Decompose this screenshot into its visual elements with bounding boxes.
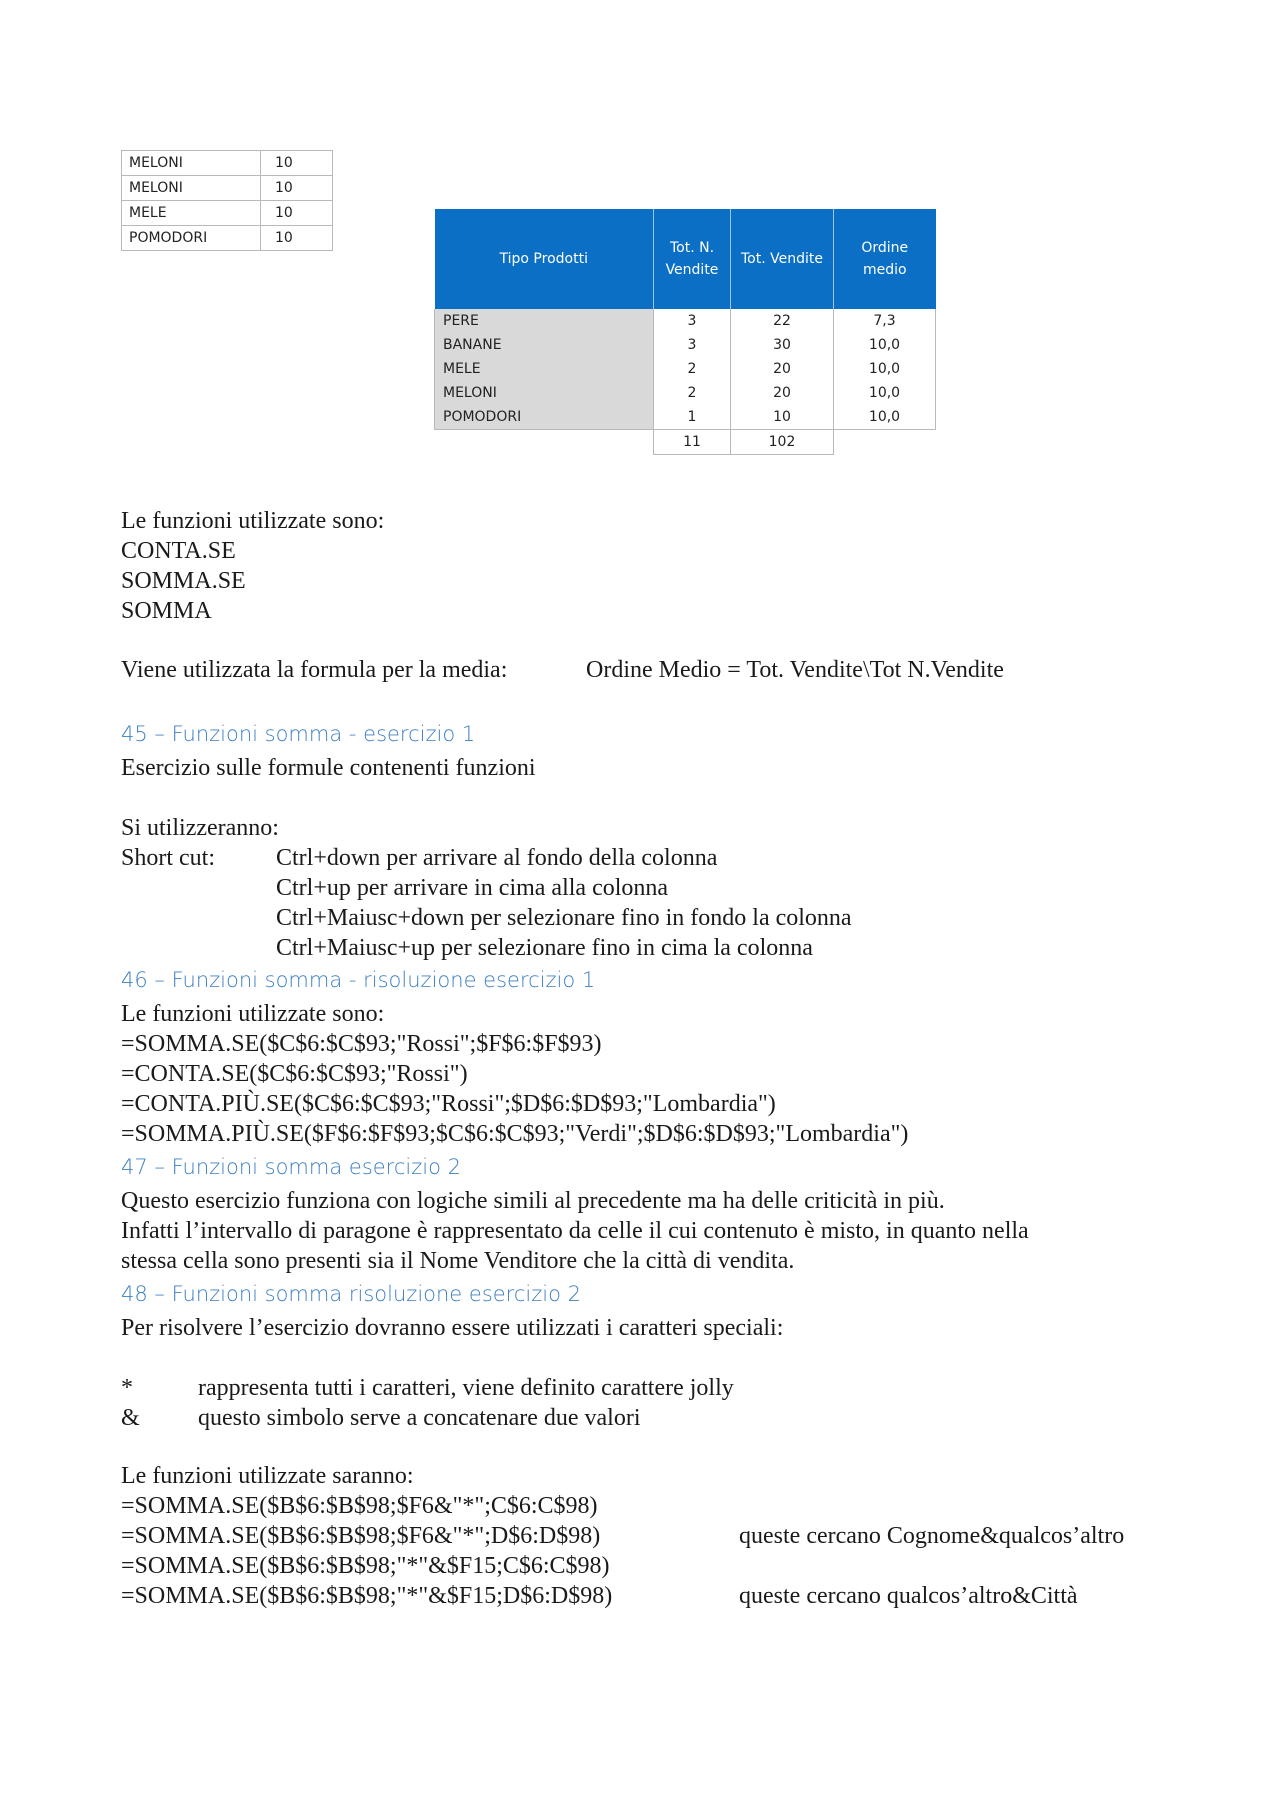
function-conta-se: CONTA.SE bbox=[121, 538, 236, 564]
formula-line: =CONTA.SE($C$6:$C$93;"Rossi") bbox=[121, 1061, 468, 1087]
table-cell: 30 bbox=[731, 333, 834, 357]
symbol-asterisk-desc: rappresenta tutti i caratteri, viene definito carattere jolly bbox=[198, 1375, 734, 1401]
formula-note: queste cercano Cognome&qualcos’altro bbox=[739, 1523, 1125, 1549]
table-cell: 1 bbox=[654, 405, 731, 430]
totals-row bbox=[435, 430, 936, 455]
table-cell: 22 bbox=[731, 309, 834, 333]
function-somma-se: SOMMA.SE bbox=[121, 568, 246, 594]
table-row bbox=[122, 201, 333, 226]
table-cell: PERE bbox=[435, 309, 654, 333]
formula-line: =CONTA.PIÙ.SE($C$6:$C$93;"Rossi";$D$6:$D$93;"Lombardia") bbox=[121, 1091, 776, 1117]
header-tot-n-vendite: Tot. N. Vendite bbox=[654, 209, 731, 309]
table-cell: 2 bbox=[654, 381, 731, 405]
section-heading-45: 45 – Funzioni somma - esercizio 1 bbox=[121, 722, 476, 746]
empty-cell bbox=[834, 430, 936, 455]
section-heading-46: 46 – Funzioni somma - risoluzione esercizio 1 bbox=[121, 968, 596, 992]
header-tipo-prodotti: Tipo Prodotti bbox=[435, 209, 654, 309]
total-vendite: 102 bbox=[731, 430, 834, 455]
table-row bbox=[122, 176, 333, 201]
table-cell: 10,0 bbox=[834, 381, 936, 405]
table-header-row bbox=[435, 209, 936, 309]
symbol-ampersand-desc: questo simbolo serve a concatenare due valori bbox=[198, 1405, 641, 1431]
header-ordine-medio: Ordine medio bbox=[834, 209, 936, 309]
table-cell: 10,0 bbox=[834, 405, 936, 430]
table-cell: MELONI bbox=[122, 151, 261, 176]
section-48-intro: Per risolvere l’esercizio dovranno essere utilizzati i caratteri speciali: bbox=[121, 1315, 784, 1341]
short-cut-label: Short cut: bbox=[121, 845, 215, 871]
mini-data-table bbox=[121, 150, 333, 251]
table-row bbox=[435, 309, 936, 333]
table-cell: 10 bbox=[261, 226, 333, 251]
formula-line: =SOMMA.SE($B$6:$B$98;$F6&"*";C$6:C$98) bbox=[121, 1493, 598, 1519]
paragraph-line: Infatti l’intervallo di paragone è rappresentato da celle il cui contenuto è misto, in quanto nella bbox=[121, 1218, 1029, 1244]
funzioni-intro: Le funzioni utilizzate sono: bbox=[121, 508, 385, 534]
function-somma: SOMMA bbox=[121, 598, 212, 624]
formula-line: =SOMMA.SE($B$6:$B$98;"*"&$F15;D$6:D$98) bbox=[121, 1583, 613, 1609]
shortcut-2: Ctrl+up per arrivare in cima alla colonna bbox=[276, 875, 669, 901]
table-row bbox=[435, 333, 936, 357]
table-cell: POMODORI bbox=[435, 405, 654, 430]
paragraph-line: stessa cella sono presenti sia il Nome Venditore che la città di vendita. bbox=[121, 1248, 795, 1274]
media-formula: Ordine Medio = Tot. Vendite\Tot N.Vendite bbox=[586, 657, 1004, 683]
symbol-ampersand: & bbox=[121, 1405, 140, 1431]
section-45-text: Esercizio sulle formule contenenti funzioni bbox=[121, 755, 536, 781]
section-heading-47: 47 – Funzioni somma esercizio 2 bbox=[121, 1155, 461, 1179]
table-cell: 2 bbox=[654, 357, 731, 381]
formula-line: =SOMMA.SE($B$6:$B$98;$F6&"*";D$6:D$98) bbox=[121, 1523, 601, 1549]
table-cell: POMODORI bbox=[122, 226, 261, 251]
section-48-funzioni: Le funzioni utilizzate saranno: bbox=[121, 1463, 414, 1489]
si-utilizzeranno: Si utilizzeranno: bbox=[121, 815, 279, 841]
table-cell: 7,3 bbox=[834, 309, 936, 333]
total-n-vendite: 11 bbox=[654, 430, 731, 455]
table-cell: 20 bbox=[731, 381, 834, 405]
table-cell: 3 bbox=[654, 333, 731, 357]
table-cell: MELE bbox=[122, 201, 261, 226]
table-cell: 10,0 bbox=[834, 333, 936, 357]
table-cell: 10 bbox=[261, 176, 333, 201]
section-heading-48: 48 – Funzioni somma risoluzione esercizio 2 bbox=[121, 1282, 581, 1306]
formula-line: =SOMMA.PIÙ.SE($F$6:$F$93;$C$6:$C$93;"Verdi";$D$6:$D$93;"Lombardia") bbox=[121, 1121, 909, 1147]
table-row bbox=[122, 226, 333, 251]
media-label: Viene utilizzata la formula per la media: bbox=[121, 657, 508, 683]
table-cell: MELE bbox=[435, 357, 654, 381]
table-row bbox=[435, 381, 936, 405]
shortcut-3: Ctrl+Maiusc+down per selezionare fino in fondo la colonna bbox=[276, 905, 852, 931]
table-cell: 10 bbox=[261, 151, 333, 176]
header-tot-vendite: Tot. Vendite bbox=[731, 209, 834, 309]
shortcut-4: Ctrl+Maiusc+up per selezionare fino in cima la colonna bbox=[276, 935, 813, 961]
shortcut-1: Ctrl+down per arrivare al fondo della colonna bbox=[276, 845, 718, 871]
symbol-asterisk: * bbox=[121, 1375, 133, 1401]
table-row bbox=[122, 151, 333, 176]
table-cell: 10 bbox=[261, 201, 333, 226]
table-row bbox=[435, 357, 936, 381]
empty-cell bbox=[435, 430, 654, 455]
table-cell: 20 bbox=[731, 357, 834, 381]
table-cell: 10,0 bbox=[834, 357, 936, 381]
table-cell: 10 bbox=[731, 405, 834, 430]
table-cell: BANANE bbox=[435, 333, 654, 357]
table-cell: 3 bbox=[654, 309, 731, 333]
summary-table bbox=[434, 209, 936, 455]
formula-note: queste cercano qualcos’altro&Città bbox=[739, 1583, 1078, 1609]
section-46-intro: Le funzioni utilizzate sono: bbox=[121, 1001, 385, 1027]
formula-line: =SOMMA.SE($B$6:$B$98;"*"&$F15;C$6:C$98) bbox=[121, 1553, 610, 1579]
table-cell: MELONI bbox=[122, 176, 261, 201]
table-cell: MELONI bbox=[435, 381, 654, 405]
table-row bbox=[435, 405, 936, 430]
formula-line: =SOMMA.SE($C$6:$C$93;"Rossi";$F$6:$F$93) bbox=[121, 1031, 602, 1057]
paragraph-line: Questo esercizio funziona con logiche simili al precedente ma ha delle criticità in più. bbox=[121, 1188, 945, 1214]
